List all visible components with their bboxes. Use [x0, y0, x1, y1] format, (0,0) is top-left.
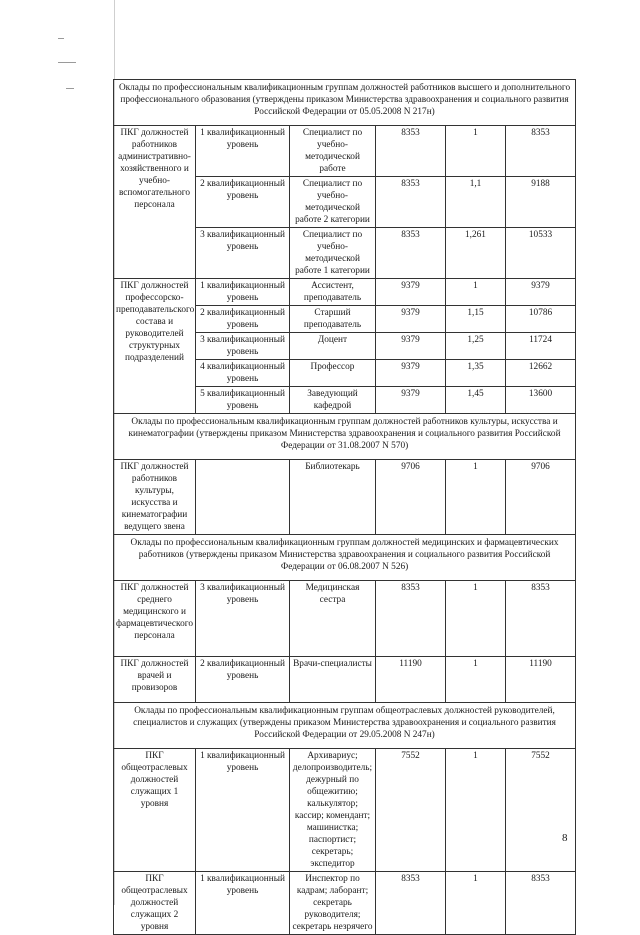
salary-cell: 8353	[376, 581, 446, 657]
table-row	[114, 657, 576, 703]
group-name-cell: ПКГ должностей работников административно-хозяйственного и учебно-вспомогательного персонала	[114, 126, 196, 279]
group-name-cell: ПКГ должностей среднего медицинского и фармацевтического персонала	[114, 581, 196, 657]
salary-cell: 8353	[376, 177, 446, 228]
total-salary-cell: 9706	[506, 460, 576, 535]
page-number: 8	[562, 832, 568, 844]
qualification-level-cell: 2 квалификационный уровень	[196, 306, 290, 333]
total-salary-cell: 13600	[506, 387, 576, 414]
salary-cell: 9379	[376, 387, 446, 414]
section-header-row	[114, 703, 576, 749]
salary-cell: 9379	[376, 333, 446, 360]
position-cell: Медицинская сестра	[290, 581, 376, 657]
section-header: Оклады по профессиональным квалификационным группам общеотраслевых должностей руководителей, специалистов и служащих (утверждены приказом Министерства здравоохранения и социального развития Российской Федерации от 29.05.2008 N 247н)	[114, 703, 576, 749]
coefficient-cell: 1	[446, 581, 506, 657]
salary-table	[113, 79, 576, 935]
position-cell: Архивариус; делопроизводитель; дежурный по общежитию; калькулятор; кассир; комендант; машинистка; паспортист; секретарь; экспедитор	[290, 749, 376, 872]
total-salary-cell: 11724	[506, 333, 576, 360]
position-cell: Инспектор по кадрам; лаборант; секретарь руководителя; секретарь незрячего	[290, 872, 376, 935]
margin-mark	[66, 88, 74, 89]
salary-cell: 8353	[376, 126, 446, 177]
document-page	[113, 79, 575, 935]
total-salary-cell: 9188	[506, 177, 576, 228]
salary-cell: 9706	[376, 460, 446, 535]
salary-cell: 11190	[376, 657, 446, 703]
coefficient-cell: 1	[446, 872, 506, 935]
section-header: Оклады по профессиональным квалификационным группам должностей работников культуры, искусства и кинематографии (утверждены приказом Министерства здравоохранения и социального развития Российской Федерации от 31.08.2007 N 570)	[114, 414, 576, 460]
margin-mark	[58, 62, 76, 63]
coefficient-cell: 1,1	[446, 177, 506, 228]
coefficient-cell: 1,261	[446, 228, 506, 279]
qualification-level-cell: 4 квалификационный уровень	[196, 360, 290, 387]
total-salary-cell: 10533	[506, 228, 576, 279]
qualification-level-cell: 1 квалификационный уровень	[196, 126, 290, 177]
group-name-cell: ПКГ должностей работников культуры, искусства и кинематографии ведущего звена	[114, 460, 196, 535]
salary-cell: 7552	[376, 749, 446, 872]
salary-cell: 8353	[376, 872, 446, 935]
position-cell: Старший преподаватель	[290, 306, 376, 333]
salary-cell: 9379	[376, 279, 446, 306]
position-cell: Библиотекарь	[290, 460, 376, 535]
salary-cell: 9379	[376, 306, 446, 333]
position-cell: Специалист по учебно-методической работе 2 категории	[290, 177, 376, 228]
total-salary-cell: 8353	[506, 872, 576, 935]
section-header-row	[114, 414, 576, 460]
qualification-level-cell: 3 квалификационный уровень	[196, 333, 290, 360]
group-name-cell: ПКГ должностей профессорско-преподавательского состава и руководителей структурных подразделений	[114, 279, 196, 414]
qualification-level-cell	[196, 460, 290, 535]
coefficient-cell: 1	[446, 126, 506, 177]
margin-mark	[58, 38, 64, 39]
total-salary-cell: 8353	[506, 126, 576, 177]
total-salary-cell: 8353	[506, 581, 576, 657]
coefficient-cell: 1	[446, 657, 506, 703]
qualification-level-cell: 2 квалификационный уровень	[196, 177, 290, 228]
salary-cell: 8353	[376, 228, 446, 279]
coefficient-cell: 1	[446, 460, 506, 535]
group-name-cell: ПКГ должностей врачей и провизоров	[114, 657, 196, 703]
qualification-level-cell: 2 квалификационный уровень	[196, 657, 290, 703]
total-salary-cell: 7552	[506, 749, 576, 872]
section-header-row	[114, 80, 576, 126]
table-row	[114, 279, 576, 306]
coefficient-cell: 1,35	[446, 360, 506, 387]
table-row	[114, 581, 576, 657]
position-cell: Врачи-специалисты	[290, 657, 376, 703]
position-cell: Ассистент, преподаватель	[290, 279, 376, 306]
position-cell: Доцент	[290, 333, 376, 360]
salary-cell: 9379	[376, 360, 446, 387]
table-row	[114, 460, 576, 535]
total-salary-cell: 12662	[506, 360, 576, 387]
total-salary-cell: 9379	[506, 279, 576, 306]
qualification-level-cell: 1 квалификационный уровень	[196, 872, 290, 935]
total-salary-cell: 11190	[506, 657, 576, 703]
qualification-level-cell: 3 квалификационный уровень	[196, 228, 290, 279]
coefficient-cell: 1,25	[446, 333, 506, 360]
position-cell: Специалист по учебно-методической работе 1 категории	[290, 228, 376, 279]
section-header: Оклады по профессиональным квалификационным группам должностей работников высшего и дополнительного профессионального образования (утверждены приказом Министерства здравоохранения и социального развития Российской Федерации от 05.05.2008 N 217н)	[114, 80, 576, 126]
table-row	[114, 126, 576, 177]
coefficient-cell: 1	[446, 749, 506, 872]
position-cell: Заведующий кафедрой	[290, 387, 376, 414]
group-name-cell: ПКГ общеотраслевых должностей служащих 1 уровня	[114, 749, 196, 872]
section-header-row	[114, 535, 576, 581]
qualification-level-cell: 5 квалификационный уровень	[196, 387, 290, 414]
qualification-level-cell: 1 квалификационный уровень	[196, 749, 290, 872]
group-name-cell: ПКГ общеотраслевых должностей служащих 2 уровня	[114, 872, 196, 935]
qualification-level-cell: 1 квалификационный уровень	[196, 279, 290, 306]
coefficient-cell: 1	[446, 279, 506, 306]
qualification-level-cell: 3 квалификационный уровень	[196, 581, 290, 657]
table-row	[114, 872, 576, 935]
position-cell: Специалист по учебно-методической работе	[290, 126, 376, 177]
coefficient-cell: 1,45	[446, 387, 506, 414]
table-row	[114, 749, 576, 872]
section-header: Оклады по профессиональным квалификационным группам должностей медицинских и фармацевтических работников (утверждены приказом Министерства здравоохранения и социального развития Российской Федерации от 06.08.2007 N 526)	[114, 535, 576, 581]
total-salary-cell: 10786	[506, 306, 576, 333]
coefficient-cell: 1,15	[446, 306, 506, 333]
position-cell: Профессор	[290, 360, 376, 387]
